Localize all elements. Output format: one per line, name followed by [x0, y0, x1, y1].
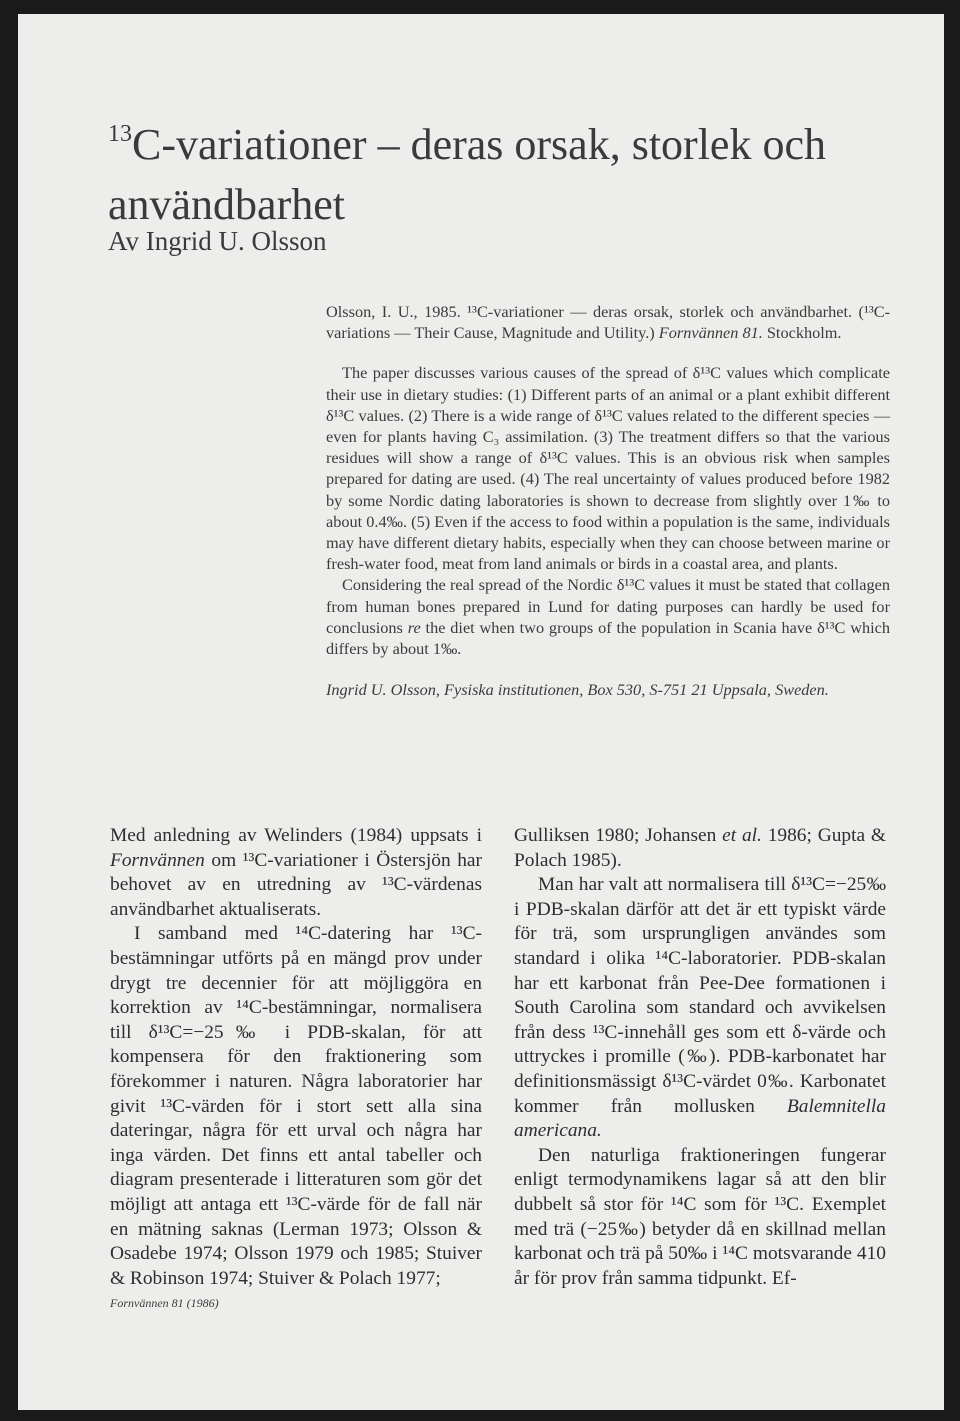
- body-paragraph: [514, 873, 886, 1144]
- abstract-paragraph-2: [326, 574, 890, 659]
- abstract: [326, 301, 890, 700]
- body-column-right: [514, 824, 886, 1291]
- body-text: 1986; Gupta & Polach 1985).: [514, 825, 886, 871]
- body-column-left: [110, 824, 482, 1291]
- abstract-paragraph-2-part-b: the diet when two groups of the population in Scania have δ¹³C which differs by about 1‰.: [326, 617, 890, 659]
- citation: [326, 301, 890, 343]
- body-paragraph: [514, 824, 886, 873]
- citation-place: Stockholm.: [762, 323, 842, 343]
- abstract-paragraph-2-re: re: [407, 617, 421, 637]
- body-text: om ¹³C-variationer i Östersjön har behovet av en utredning av ¹³C-värdenas användbarhet aktualiserats.: [110, 849, 482, 920]
- abstract-paragraph-1: The paper discusses various causes of the spread of δ¹³C values which complicate their use in dietary studies: (1) Different parts of an animal or a plant exhibit different δ¹³C values. (2) There is a wide range of δ¹³C values related to the different species — even for plants having C₃ assimilation. (3) The treatment differs so that the various residues will show a range of δ¹³C values. This is an obvious risk when samples prepared for dating are used. (4) The real uncertainty of values produced before 1982 by some Nordic dating laboratories is shown to decrease from slightly over 1‰ to about 0.4‰. (5) Even if the access to food within a population is the same, individuals may have different dietary habits, especially when they can choose between marine or fresh-water food, meat from land animals or birds in a coastal area, and plants.: [326, 363, 890, 574]
- body-paragraph: I samband med ¹⁴C-datering har ¹³C-bestämningar utförts på en mängd prov under drygt tre decennier för att möjliggöra en korrektion av ¹⁴C-bestämningar, normalisera till δ¹³C=−25‰ i PDB-skalan, för att kompensera för den fraktionering som förekommer i naturen. Några laboratorier har givit ¹³C-värden för i stort sett alla sina dateringar, några för ett urval och några har inga värden. Det finns ett antal tabeller och diagram presenterade i litteraturen som gör det möjligt att antaga ett ¹³C-värde för de fall när en mätning saknas (Lerman 1973; Olsson & Osadebe 1974; Olsson 1979 och 1985; Stuiver & Robinson 1974; Stuiver & Polach 1977;: [110, 923, 482, 1289]
- journal-name: Fornvännen: [110, 849, 205, 871]
- citation-journal: Fornvännen 81.: [658, 323, 763, 343]
- body-text: Man har valt att normalisera till δ¹³C=−25‰ i PDB-skalan därför att det är ett typiskt värde för trä, som ursprungligen användes som standard i olika ¹⁴C-laboratorier. PDB-skalan har ett karbonat från Pee-Dee formationen i South Carolina som standard och avvikelsen från dess ¹³C-innehåll ges som ett δ-värde och uttryckes i promille (‰). PDB-karbonatet har definitionsmässigt δ¹³C-värdet 0‰. Karbonatet kommer från mollusken: [514, 874, 886, 1117]
- title-superscript: 13: [108, 121, 132, 148]
- body-text: Gulliksen 1980; Johansen: [514, 825, 723, 846]
- page: [18, 14, 944, 1410]
- page-footer: Fornvännen 81 (1986): [110, 1296, 219, 1310]
- species-name: Balemnitella americana.: [514, 1095, 886, 1142]
- citation-text: Olsson, I. U., 1985. ¹³C-variationer — deras orsak, storlek och användbarhet. (¹³C-variations — Their Cause, Magnitude and Utility.): [326, 302, 890, 343]
- body-paragraph: [110, 824, 482, 922]
- body-text: Med anledning av Welinders (1984) uppsats i: [110, 825, 482, 846]
- body-paragraph: Den naturliga fraktioneringen fungerar enligt termodynamikens lagar så att den blir dubbelt så stor för ¹⁴C som för ¹³C. Exemplet med trä (−25‰) betyder då en skillnad mellan karbonat och trä på 50‰ i ¹⁴C motsvarande 410 år för prov från samma tidpunkt. Ef-: [514, 1144, 886, 1289]
- author-line: Av Ingrid U. Olsson: [108, 226, 327, 256]
- title-text: C-variationer – deras orsak, storlek och användbarhet: [108, 120, 826, 230]
- article-title: [108, 115, 908, 235]
- affiliation: Ingrid U. Olsson, Fysiska institutionen, Box 530, S-751 21 Uppsala, Sweden.: [326, 680, 829, 700]
- et-al: et al.: [722, 825, 762, 846]
- abstract-paragraph-2-part-a: Considering the real spread of the Nordic δ¹³C values it must be stated that collagen from human bones prepared in Lund for dating purposes can hardly be used for conclusions: [326, 575, 890, 637]
